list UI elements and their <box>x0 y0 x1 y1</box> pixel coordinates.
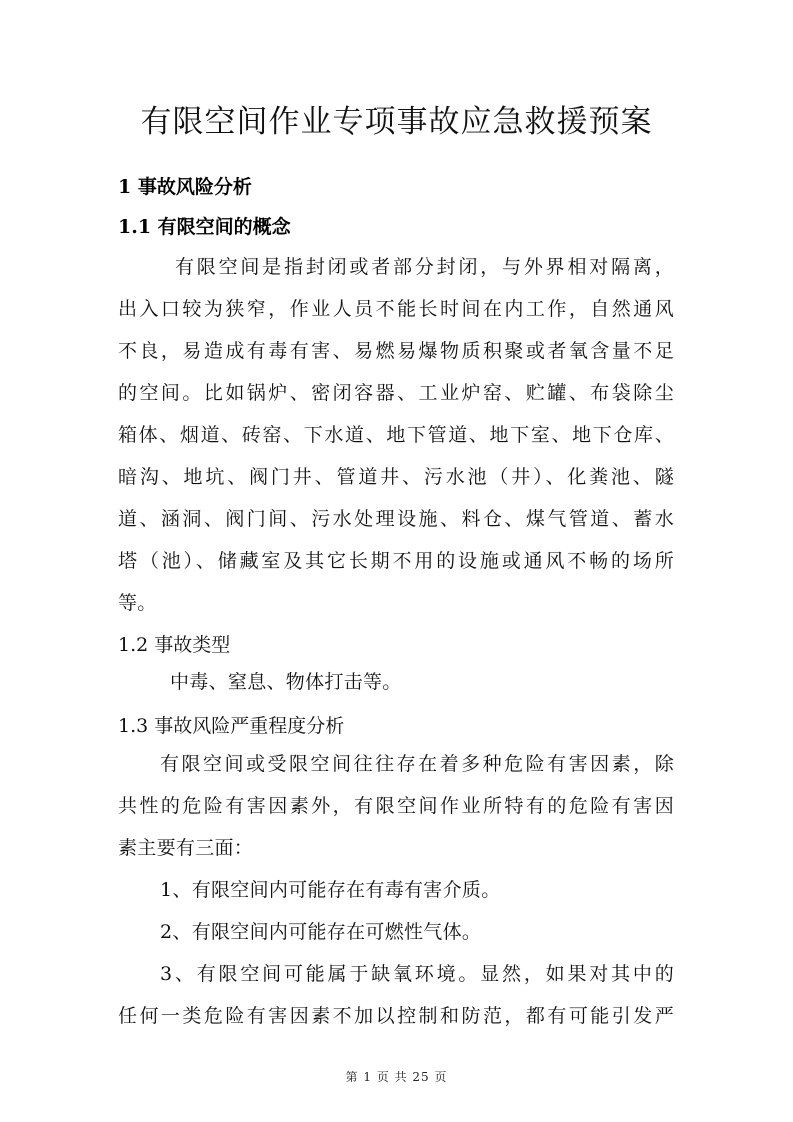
paragraph-line: 素主要有三面： <box>118 837 254 859</box>
section-heading-1: 1 事故风险分析 <box>118 176 252 198</box>
subsection-heading-1-2: 1.2 事故类型 <box>118 634 231 656</box>
paragraph-line: 道、涵洞、阀门间、污水处理设施、料仓、煤气管道、蓄水 <box>118 508 674 530</box>
paragraph-line: 等。 <box>118 592 157 614</box>
paragraph-line: 塔（池）、储藏室及其它长期不用的设施或通风不畅的场所 <box>118 550 674 572</box>
paragraph-line: 有限空间是指封闭或者部分封闭，与外界相对隔离， <box>175 256 674 278</box>
paragraph-line: 的空间。比如锅炉、密闭容器、工业炉窑、贮罐、布袋除尘 <box>118 382 674 404</box>
page-number-footer: 第 1 页 共 25 页 <box>345 1070 448 1084</box>
paragraph-line: 出入口较为狭窄，作业人员不能长时间在内工作，自然通风 <box>118 298 674 320</box>
paragraph-line: 有限空间或受限空间往往存在着多种危险有害因素，除 <box>160 753 674 775</box>
subsection-heading-1-3: 1.3 事故风险严重程度分析 <box>118 715 345 737</box>
paragraph-line: 箱体、烟道、砖窑、下水道、地下管道、地下室、地下仓库、 <box>118 424 674 446</box>
document-title: 有限空间作业专项事故应急救援预案 <box>140 104 653 140</box>
paragraph-line: 任何一类危险有害因素不加以控制和防范，都有可能引发严 <box>118 1005 674 1027</box>
accident-types-text: 中毒、窒息、物体打击等。 <box>170 671 402 693</box>
hazard-item-3: 3、有限空间可能属于缺氧环境。显然，如果对其中的 <box>160 963 674 985</box>
subsection-heading-1-1: 1.1 有限空间的概念 <box>118 216 291 238</box>
hazard-item-2: 2、有限空间内可能存在可燃性气体。 <box>160 921 482 943</box>
paragraph-line: 不良，易造成有毒有害、易燃易爆物质积聚或者氧含量不足 <box>118 340 674 362</box>
paragraph-line: 共性的危险有害因素外，有限空间作业所特有的危险有害因 <box>118 795 674 817</box>
hazard-item-1: 1、有限空间内可能存在有毒有害介质。 <box>160 879 501 901</box>
paragraph-line: 暗沟、地坑、阀门井、管道井、污水池（井）、化粪池、隧 <box>118 466 674 488</box>
